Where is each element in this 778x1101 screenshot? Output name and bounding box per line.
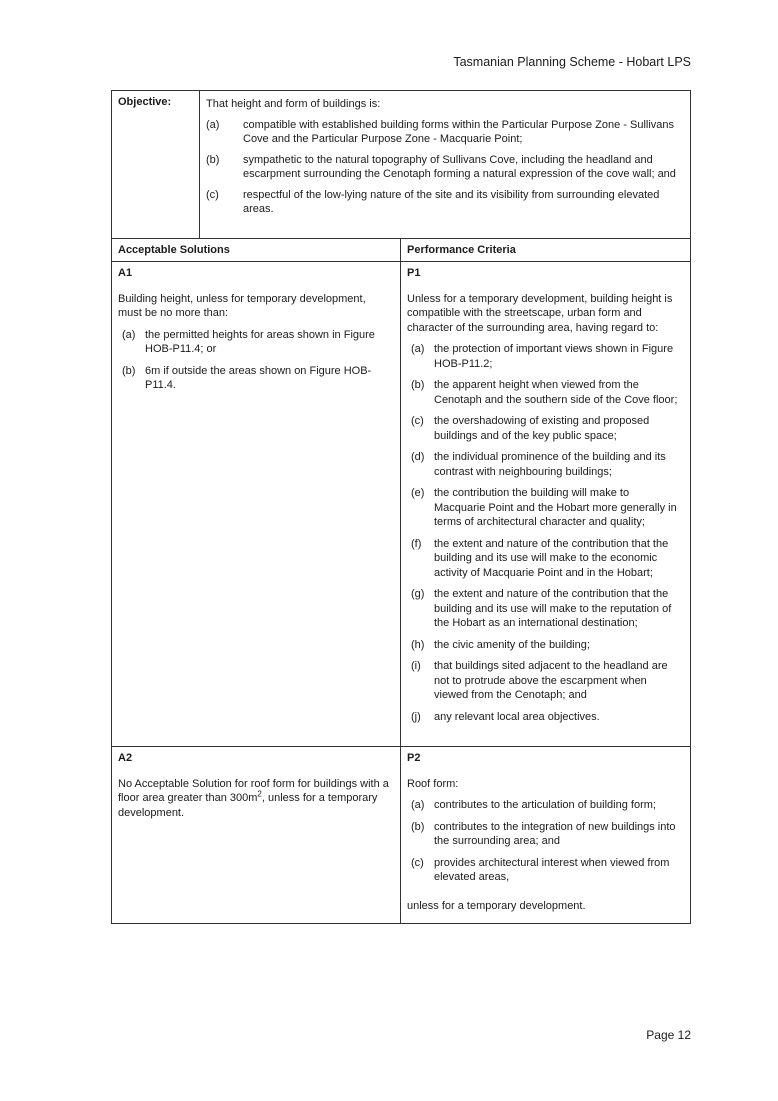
- list-text: 6m if outside the areas shown on Figure HOB-P11.4.: [145, 364, 372, 391]
- cell-a2: [112, 747, 400, 923]
- list-item: [411, 450, 682, 479]
- list-item: [411, 798, 682, 813]
- clause-list: [118, 328, 392, 393]
- cell-p2: [400, 747, 690, 923]
- list-item: [122, 364, 392, 393]
- list-item: [411, 486, 682, 530]
- clause-paragraph: [118, 777, 392, 821]
- list-text: compatible with established building forms within the Particular Purpose Zone - Sullivans Cove and the Particular Purpose Zone - Macquarie Point;: [243, 118, 675, 145]
- clause-intro: Unless for a temporary development, building height is compatible with the streetscape, urban form and character of the surrounding area, having regard to:: [407, 292, 673, 334]
- list-marker: (b): [206, 153, 220, 166]
- cell-p1: [400, 262, 690, 746]
- list-item: [122, 328, 392, 357]
- list-item: [411, 638, 682, 653]
- list-marker: (c): [411, 415, 424, 427]
- objective-row: [112, 91, 690, 238]
- list-text: the contribution the building will make to Macquarie Point and the Hobart more generally in terms of architectural character and quality;: [434, 487, 677, 528]
- list-item: [411, 659, 682, 703]
- list-marker: (a): [411, 343, 425, 355]
- clause-list: [407, 342, 682, 724]
- clause-id: P2: [407, 752, 421, 764]
- list-marker: (c): [206, 188, 219, 201]
- list-marker: (a): [411, 799, 425, 811]
- list-marker: (j): [411, 710, 421, 723]
- objective-list: [206, 118, 682, 217]
- list-text: contributes to the articulation of building form;: [434, 799, 656, 811]
- list-text: sympathetic to the natural topography of Sullivans Cove, including the headland and escarpment surrounding the Cenotaph forming a natural expression of the cove wall; and: [243, 153, 676, 180]
- list-marker: (h): [411, 638, 425, 651]
- superscript: 2: [257, 789, 262, 799]
- clause-intro: Roof form:: [407, 777, 459, 790]
- list-text: that buildings sited adjacent to the headland are not to protrude above the escarpment when viewed from the Cenotaph; and: [434, 660, 668, 701]
- list-item: [411, 587, 682, 631]
- list-text: respectful of the low-lying nature of the site and its visibility from surrounding elevated areas.: [243, 188, 660, 215]
- list-item: [206, 188, 682, 217]
- clause-id: A2: [118, 752, 133, 764]
- list-text: the protection of important views shown in Figure HOB-P11.2;: [434, 343, 674, 370]
- list-text: any relevant local area objectives.: [434, 710, 600, 723]
- list-text: the permitted heights for areas shown in Figure HOB-P11.4; or: [145, 328, 375, 355]
- list-text: contributes to the integration of new buildings into the surrounding area; and: [434, 820, 676, 847]
- list-item: [411, 537, 682, 581]
- paragraph-text: No Acceptable Solution for roof form for buildings with a floor area greater than 300m: [118, 777, 389, 804]
- list-marker: (a): [206, 118, 220, 131]
- list-item: [411, 414, 682, 443]
- list-marker: (b): [411, 379, 425, 391]
- list-text: the civic amenity of the building;: [434, 638, 590, 651]
- list-marker: (f): [411, 537, 422, 550]
- column-header-performance-criteria: Performance Criteria: [400, 239, 690, 261]
- clause-intro: Building height, unless for temporary development, must be no more than:: [118, 292, 366, 319]
- list-item: [411, 820, 682, 849]
- rule-row-2: [112, 746, 690, 923]
- list-marker: (i): [411, 660, 421, 672]
- clause-list: [407, 798, 682, 885]
- list-item: [411, 342, 682, 371]
- list-marker: (b): [122, 364, 136, 377]
- planning-rule-table: [111, 90, 691, 924]
- rule-row-1: [112, 261, 690, 746]
- list-item: [411, 856, 682, 885]
- list-text: the apparent height when viewed from the Cenotaph and the southern side of the Cove floor;: [434, 379, 678, 406]
- list-marker: (c): [411, 856, 424, 869]
- list-text: the overshadowing of existing and proposed buildings and of the key public space;: [434, 415, 650, 442]
- list-marker: (e): [411, 487, 425, 499]
- objective-intro: That height and form of buildings is:: [206, 98, 381, 110]
- list-marker: (a): [122, 328, 136, 341]
- list-text: provides architectural interest when viewed from elevated areas,: [434, 856, 670, 883]
- list-item: [206, 118, 682, 147]
- objective-label: Objective:: [118, 96, 172, 108]
- page-number: Page 12: [646, 1028, 691, 1042]
- clause-outro: unless for a temporary development.: [407, 899, 586, 912]
- paragraph-text: , unless for a temporary development.: [118, 792, 378, 819]
- column-header-acceptable-solutions: Acceptable Solutions: [118, 244, 230, 256]
- clause-id: A1: [118, 267, 133, 279]
- clause-id: P1: [407, 267, 421, 279]
- objective-content: [199, 91, 690, 238]
- document-title: Tasmanian Planning Scheme - Hobart LPS: [453, 55, 691, 69]
- list-marker: (b): [411, 820, 425, 833]
- list-marker: (d): [411, 451, 425, 463]
- list-marker: (g): [411, 588, 425, 600]
- list-text: the extent and nature of the contribution that the building and its use will make to the reputation of the Hobart as an international destination;: [434, 588, 672, 629]
- column-header-row: [112, 238, 690, 261]
- list-item: [206, 153, 682, 182]
- list-text: the extent and nature of the contribution that the building and its use will make to the economic activity of Macquarie Point and in the Hobart;: [434, 537, 669, 579]
- list-text: the individual prominence of the building and its contrast with neighbouring buildings;: [434, 451, 666, 478]
- cell-a1: [112, 262, 400, 746]
- list-item: [411, 378, 682, 407]
- list-item: [411, 710, 682, 725]
